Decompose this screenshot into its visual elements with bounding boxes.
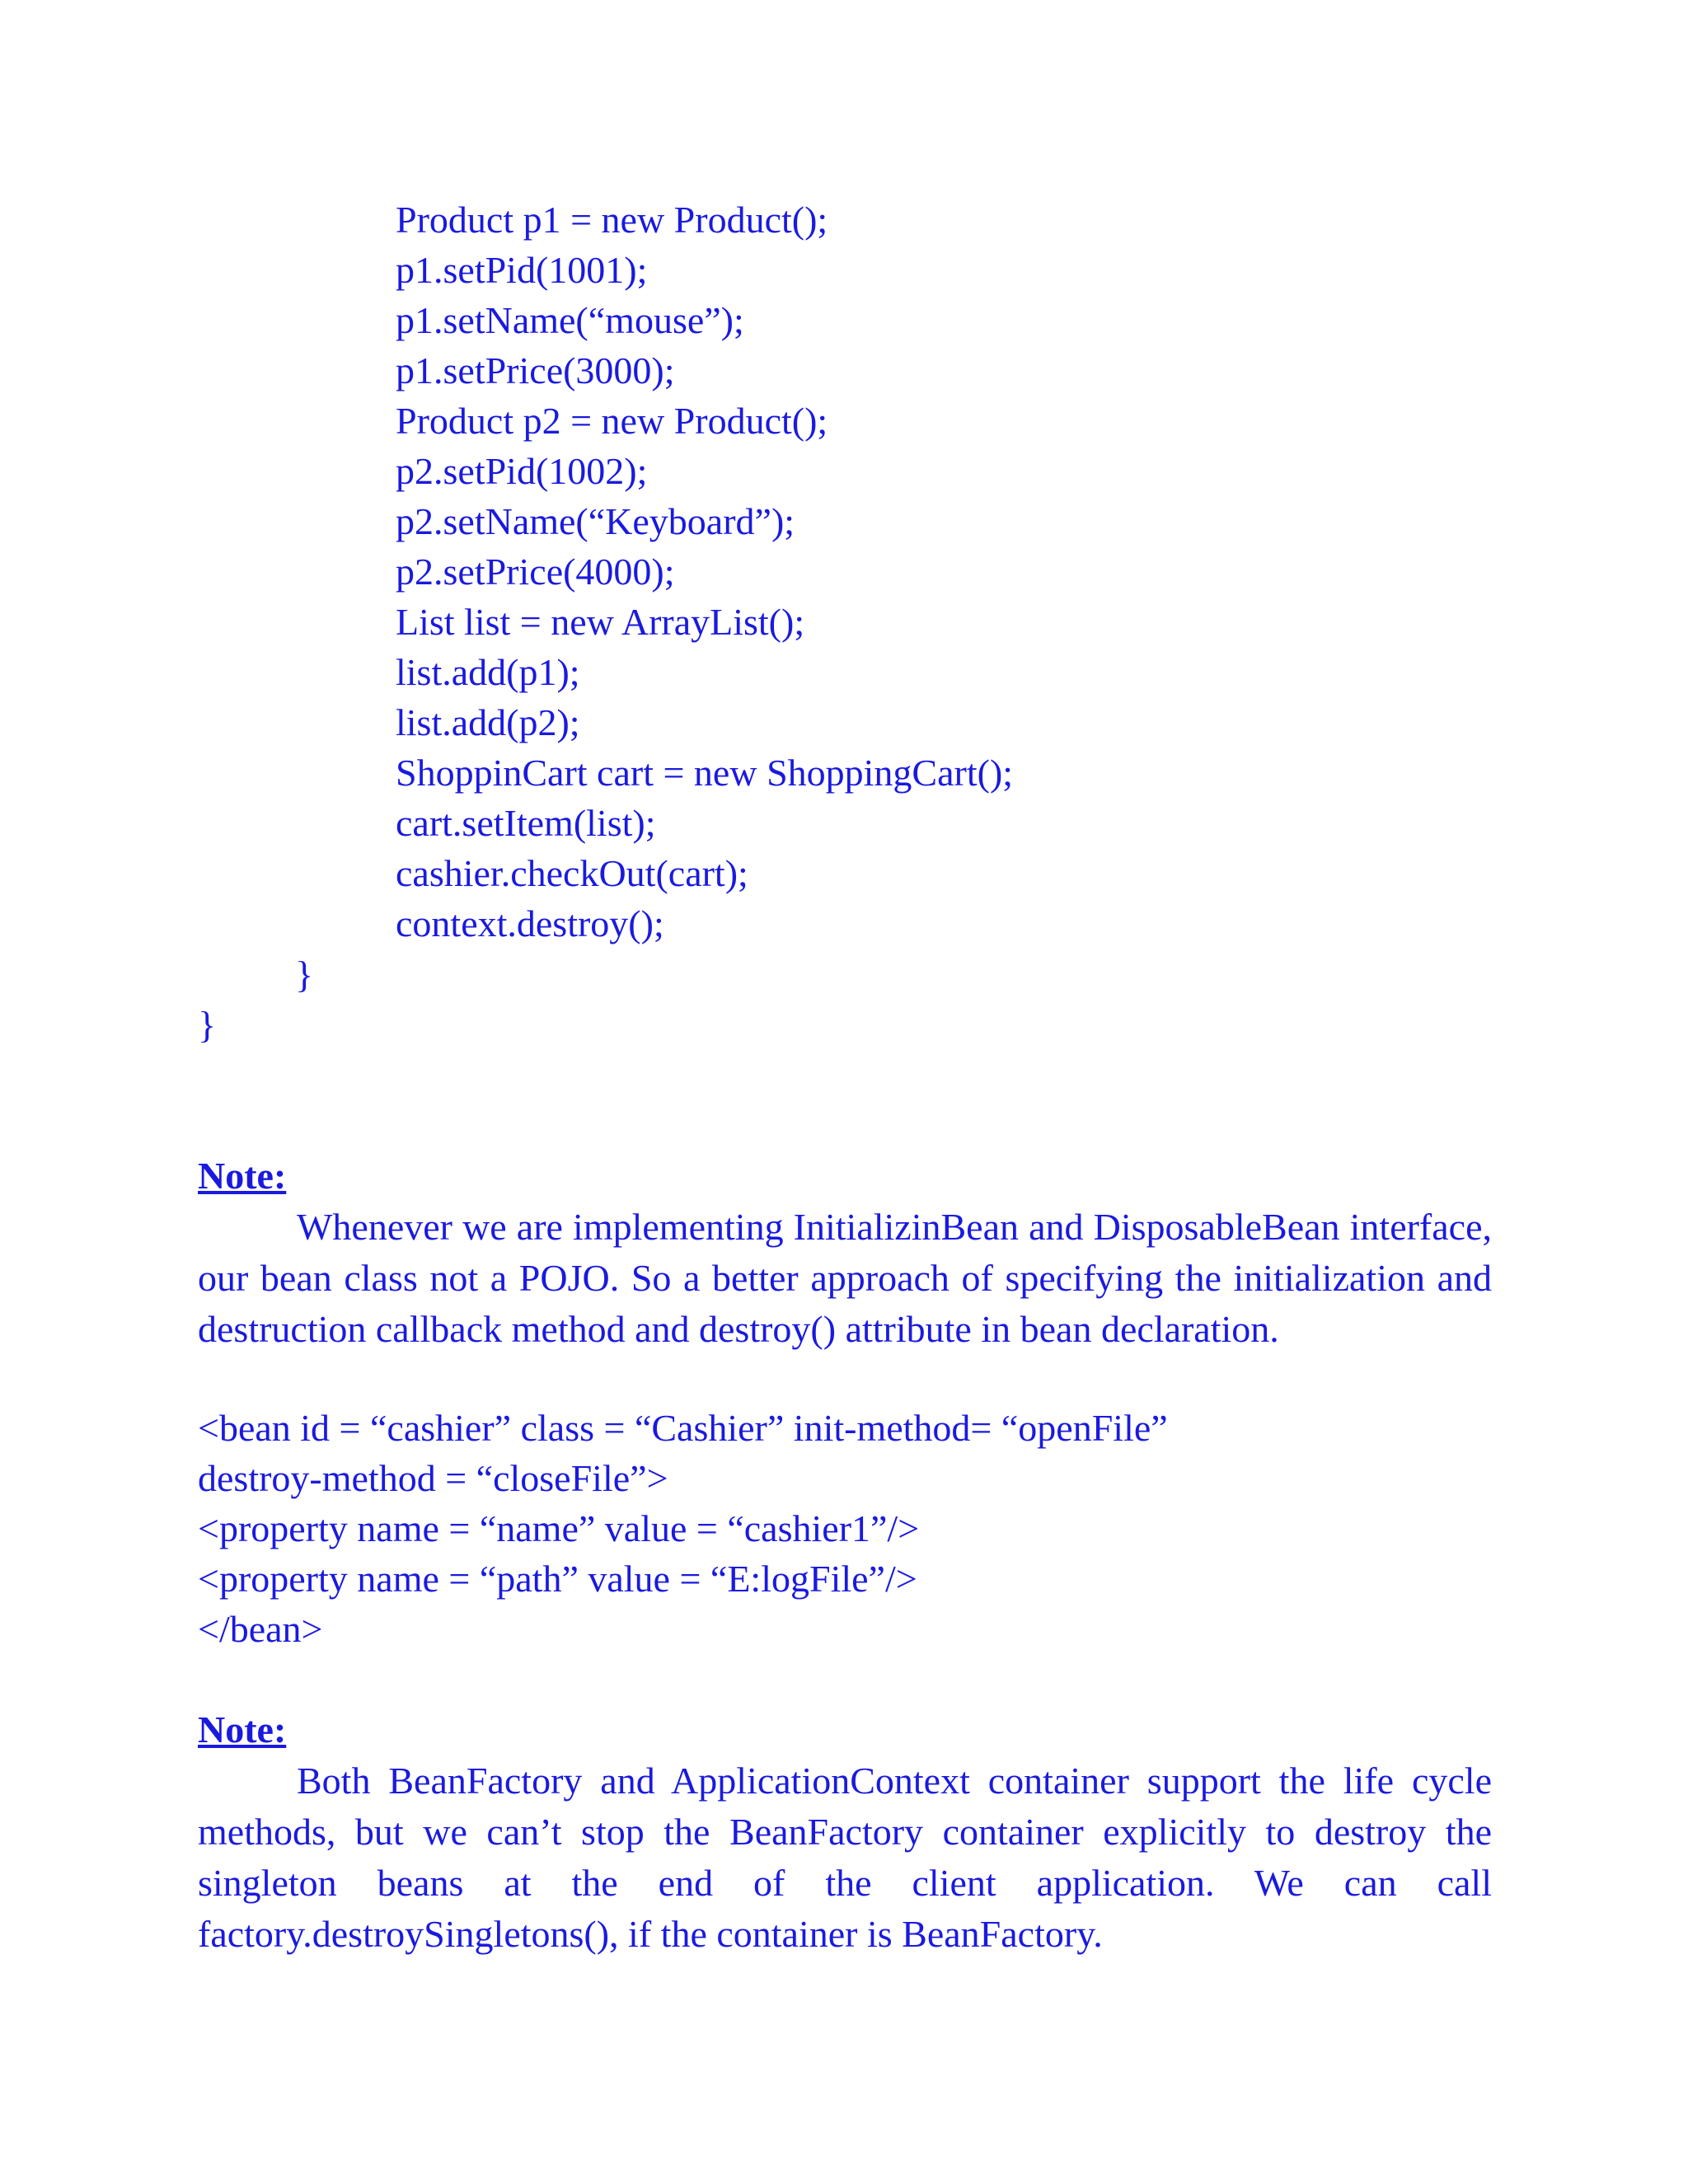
note-heading: Note: [198,1155,287,1197]
code-line: list.add(p1); [396,651,580,693]
xml-line: <property name = “name” value = “cashier1”/> [198,1507,920,1549]
note-paragraph: Whenever we are implementing InitializinBean and DisposableBean interface, our bean class not a POJO. So a better approach of specifying the initialization and destruction callback method and destroy() attribute in bean declaration. [198,1206,1492,1350]
xml-line: <property name = “path” value = “E:logFile”/> [198,1558,917,1600]
code-line: p2.setPid(1002); [396,450,648,492]
note-paragraph: Both BeanFactory and ApplicationContext container support the life cycle methods, but we can’t stop the BeanFactory container explicitly to destroy the singleton beans at the end of the client application. We can call factory.destroySingletons(), if the container is BeanFactory. [198,1760,1492,1955]
code-line: cashier.checkOut(cart); [396,852,748,894]
code-line: Product p2 = new Product(); [396,400,828,442]
code-line: cart.setItem(list); [396,802,656,844]
code-line: context.destroy(); [396,902,664,944]
code-line: p2.setName(“Keyboard”); [396,500,795,542]
note-heading: Note: [198,1708,287,1750]
xml-line: <bean id = “cashier” class = “Cashier” init-method= “openFile” [198,1407,1168,1449]
xml-line: destroy-method = “closeFile”> [198,1457,668,1499]
code-line: p1.setPrice(3000); [396,349,675,391]
code-line: p2.setPrice(4000); [396,551,675,593]
code-line: List list = new ArrayList(); [396,601,805,643]
code-line: p1.setName(“mouse”); [396,299,744,341]
xml-line: </bean> [198,1608,323,1650]
inner-closing-brace: } [295,954,314,996]
code-line: list.add(p2); [396,701,580,743]
code-line: ShoppinCart cart = new ShoppingCart(); [396,752,1014,794]
code-line: Product p1 = new Product(); [396,199,828,241]
code-line: p1.setPid(1001); [396,249,648,291]
outer-closing-brace: } [198,1004,217,1046]
